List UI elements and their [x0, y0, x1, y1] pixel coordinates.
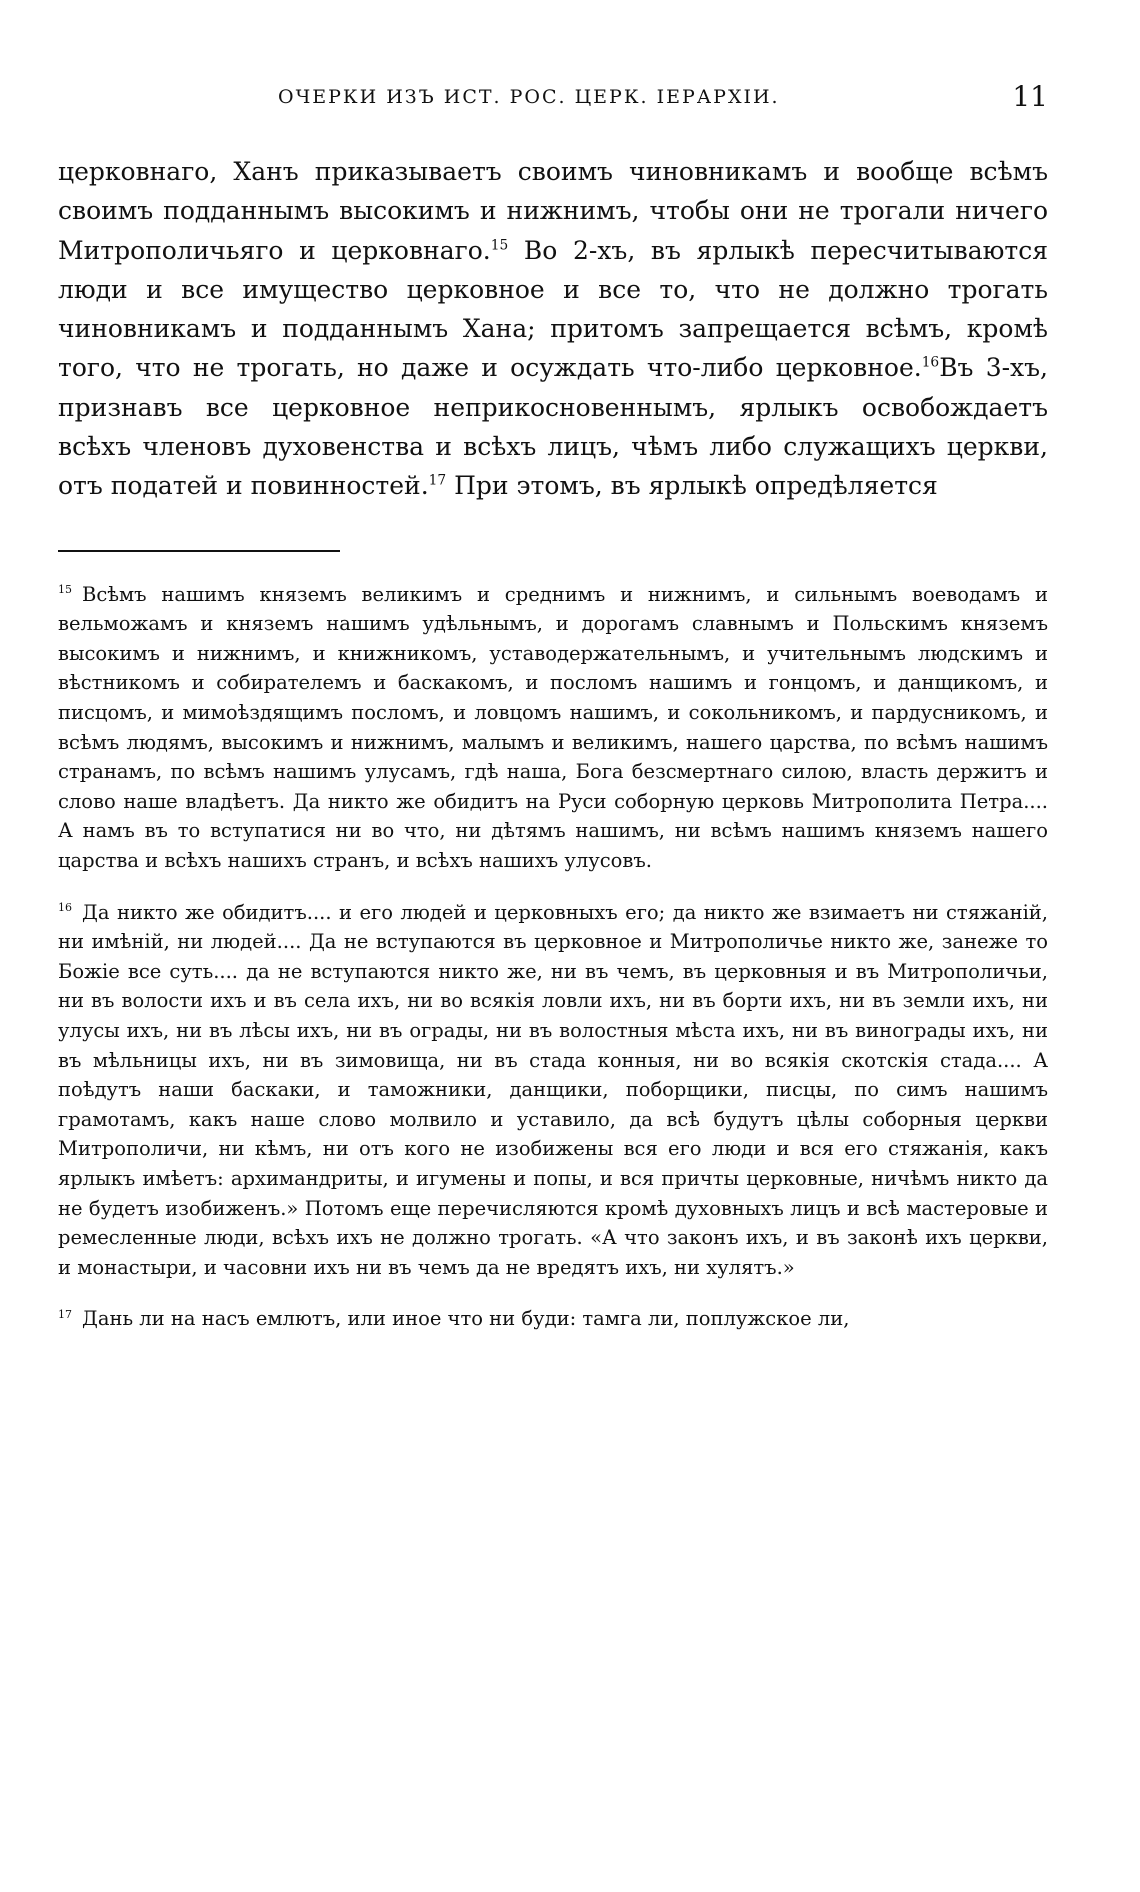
- main-text-part-3: Въ 3-хъ, признавъ все церковное неприкосновеннымъ, ярлыкъ освобождаетъ всѣхъ членовъ духовенства и всѣхъ лицъ, чѣмъ либо служащихъ церкви, отъ податей и повинностей.: [58, 353, 1048, 501]
- footnote-17: [58, 1304, 1048, 1334]
- footnote-ref-15[interactable]: 15: [490, 237, 509, 254]
- footnote-15: [58, 580, 1048, 876]
- footnote-text: Да никто же обидитъ.... и его людей и церковныхъ его; да никто же взимаетъ ни стяжаній, ни имѣній, ни людей.... Да не вступаются въ церковное и Митрополичье никто же, занеже то Божіе все суть.... да не вступаются никто же, ни въ чемъ, въ церковныя и въ Митрополичьи, ни въ волости ихъ и въ села ихъ, ни во всякія ловли ихъ, ни въ борти ихъ, ни въ земли ихъ, ни улусы ихъ, ни въ лѣсы ихъ, ни въ ограды, ни въ волостныя мѣста ихъ, ни въ винограды ихъ, ни въ мѣльницы ихъ, ни въ зимовища, ни въ стада конныя, ни во всякія скотскія стада.... А поѣдутъ наши баскаки, и таможники, данщики, поборщики, писцы, по симъ нашимъ грамотамъ, какъ наше слово молвило и уставило, да всѣ будутъ цѣлы соборныя церкви Митрополичи, ни кѣмъ, ни отъ кого не изобижены вся его люди и вся его стяжанія, какъ ярлыкъ имѣетъ: архимандриты, и игумены и попы, и вся причты церковные, ничѣмъ никто да не будетъ изобиженъ.» Потомъ еще перечисляются кромѣ духовныхъ лицъ и всѣ мастеровые и ремесленные люди, всѣхъ ихъ не должно трогать. «А что законъ ихъ, и въ законѣ ихъ церкви, и монастыри, и часовни ихъ ни въ чемъ да не вредятъ ихъ, ни хулятъ.»: [58, 900, 1048, 1279]
- main-paragraph: [58, 152, 1048, 506]
- footnote-16: [58, 898, 1048, 1283]
- footnote-text: Дань ли на насъ емлютъ, или иное что ни буди: тамга ли, поплужское ли,: [82, 1307, 850, 1331]
- footnote-number: 16: [58, 901, 72, 915]
- running-head: [58, 80, 1048, 130]
- footnote-separator: [58, 550, 340, 552]
- main-text-part-4: При этомъ, въ ярлыкѣ опредѣляется: [446, 471, 938, 501]
- main-text-part-1: церковнаго, Ханъ приказываетъ своимъ чиновникамъ и вообще всѣмъ своимъ подданнымъ высокимъ и нижнимъ, чтобы они не трогали ничего Митрополичьяго и церковнаго.: [58, 157, 1048, 265]
- book-page: [58, 80, 1048, 1356]
- running-title: ОЧЕРКИ ИЗЪ ИСТ. РОС. ЦЕРК. ІЕРАРХІИ.: [278, 86, 780, 108]
- footnote-ref-17[interactable]: 17: [428, 473, 447, 490]
- main-text-part-2: Во 2-хъ, въ ярлыкѣ пересчитываются люди и все имущество церковное и все то, что не должно трогать чиновникамъ и подданнымъ Хана; притомъ запрещается всѣмъ, кромѣ того, что не трогать, но даже и осуждать что-либо церковное.: [58, 235, 1048, 383]
- footnote-number: 17: [58, 1307, 72, 1321]
- footnote-number: 15: [58, 583, 72, 597]
- footnote-text: Всѣмъ нашимъ княземъ великимъ и среднимъ и нижнимъ, и сильнымъ воеводамъ и вельможамъ и княземъ нашимъ удѣльнымъ, и дорогамъ славнымъ и Польскимъ княземъ высокимъ и нижнимъ, и книжникомъ, уставодержательнымъ, и учительнымъ людскимъ и вѣстникомъ и собирателемъ и баскакомъ, и посломъ нашимъ и гонцомъ, и данщикомъ, и писцомъ, и мимоѣздящимъ посломъ, и ловцомъ нашимъ, и сокольникомъ, и пардусникомъ, и всѣмъ людямъ, высокимъ и нижнимъ, малымъ и великимъ, нашего царства, по всѣмъ нашимъ странамъ, по всѣмъ нашимъ улусамъ, гдѣ наша, Бога безсмертнаго силою, власть держитъ и слово наше владѣетъ. Да никто же обидитъ на Руси соборную церковь Митрополита Петра.... А намъ въ то вступатися ни во что, ни дѣтямъ нашимъ, ни всѣмъ нашимъ княземъ нашего царства и всѣхъ нашихъ странъ, и всѣхъ нашихъ улусовъ.: [58, 582, 1048, 873]
- page-number: 11: [1012, 80, 1048, 113]
- footnote-ref-16[interactable]: 16: [921, 355, 940, 372]
